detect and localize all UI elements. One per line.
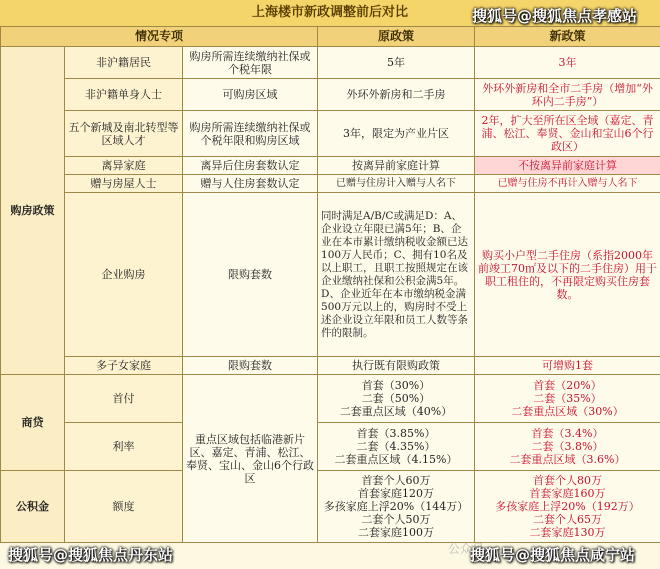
- row-new: 购买小户型二手住房（系指2000年前竣工70㎡及以下的二手住房）用于职工租住的，不再限定购买住房套数。: [475, 193, 660, 357]
- table-row: [1, 193, 660, 357]
- list-item: 多孩家庭上浮20%（144万）: [323, 500, 469, 513]
- page-title: 上海楼市新政调整前后对比: [0, 0, 660, 26]
- section-commercial-loan: 商贷: [1, 375, 65, 471]
- list-item: 二套（35%）: [533, 392, 602, 405]
- table-row: [1, 111, 660, 157]
- watermark-faint: 公众号: [448, 542, 485, 556]
- row-old: [318, 471, 475, 543]
- row-item: 离异家庭: [65, 157, 183, 175]
- row-item: 非沪籍单身人士: [65, 79, 183, 111]
- row-new: 可增购1套: [475, 357, 660, 375]
- row-new: [475, 375, 660, 423]
- key-areas-note: 重点区域包括临港新片区、嘉定、青浦、松江、奉贤、宝山、金山6个行政区: [183, 375, 318, 543]
- policy-comparison-table: [0, 26, 660, 543]
- row-item: 非沪籍居民: [65, 47, 183, 79]
- list-item: 二套个人50万: [361, 513, 431, 526]
- header-row: [1, 27, 660, 47]
- row-condition: 限购套数: [183, 357, 318, 375]
- row-new: 不按离异前家庭计算: [475, 157, 660, 175]
- row-item: 多子女家庭: [65, 357, 183, 375]
- table-row: [1, 471, 660, 543]
- row-item: 赠与房屋人士: [65, 175, 183, 193]
- list-item: 二套重点区域（40%）: [339, 405, 453, 418]
- row-new: [475, 471, 660, 543]
- list-item: 首套（20%）: [533, 379, 602, 392]
- list-item: 首套（3.85%）: [356, 427, 436, 440]
- table-row: [1, 375, 660, 423]
- row-condition: 赠与人住房套数认定: [183, 175, 318, 193]
- list-item: 首套（30%）: [361, 379, 431, 392]
- watermark-bottom-right: 搜狐号@搜狐焦点咸宁站: [470, 546, 636, 564]
- row-new: 2年，扩大至所在区全域（嘉定、青浦、松江、奉贤、金山和宝山6个行政区）: [475, 111, 660, 157]
- row-old: 外环外新房和二手房: [318, 79, 475, 111]
- header-situation: 情况专项: [1, 27, 318, 47]
- watermark-top: 搜狐号@搜狐焦点孝感站: [472, 7, 638, 25]
- row-old: [318, 423, 475, 471]
- list-item: 首套个人80万: [533, 474, 603, 487]
- section-purchase: 购房政策: [1, 47, 65, 375]
- list-item: 二套（3.8%）: [531, 440, 604, 453]
- row-old: 同时满足A/B/C或满足D：A、企业设立年限已满5年；B、企业在本市累计缴纳税收金额已达100万人民币；C、拥有10名及以上职工，且职工按照规定在该企业缴纳社保和公积金满5年。D、企业近年在本市缴纳税金满500万元以上的，购房时不受上述企业设立年限和员工人数等条件的限制。: [318, 193, 475, 357]
- list-item: 二套重点区域（4.15%）: [334, 453, 458, 466]
- list-item: 首套（3.4%）: [531, 427, 604, 440]
- row-new: 3年: [475, 47, 660, 79]
- row-item: 企业购房: [65, 193, 183, 357]
- row-old: 3年，限定为产业片区: [318, 111, 475, 157]
- list-item: 二套（4.35%）: [356, 440, 436, 453]
- list-item: 首套家庭160万: [529, 487, 606, 500]
- section-provident-fund: 公积金: [1, 471, 65, 543]
- row-new: 已赠与住房不再计入赠与人名下: [475, 175, 660, 193]
- row-old: 已赠与住房计入赠与人名下: [318, 175, 475, 193]
- row-item: 五个新城及南北转型等区域人才: [65, 111, 183, 157]
- list-item: 二套重点区域（3.6%）: [509, 453, 626, 466]
- row-new: [475, 423, 660, 471]
- row-new: 外环外新房和全市二手房（增加“外环内二手房”）: [475, 79, 660, 111]
- header-old-policy: 原政策: [318, 27, 475, 47]
- watermark-bottom-left: 搜狐号@搜狐焦点丹东站: [8, 546, 174, 564]
- list-item: 多孩家庭上浮20%（192万）: [495, 500, 640, 513]
- list-item: 二套重点区域（30%）: [511, 405, 624, 418]
- table-row: [1, 79, 660, 111]
- row-old: 5年: [318, 47, 475, 79]
- row-old: 按离异前家庭计算: [318, 157, 475, 175]
- table-row: [1, 157, 660, 175]
- table-row: [1, 175, 660, 193]
- row-condition: 限购套数: [183, 193, 318, 357]
- row-item: 额度: [65, 471, 183, 543]
- row-condition: 离异后住房套数认定: [183, 157, 318, 175]
- list-item: 二套家庭100万: [358, 526, 435, 539]
- header-new-policy: 新政策: [475, 27, 660, 47]
- row-old: 执行既有限购政策: [318, 357, 475, 375]
- row-condition: 购房所需连续缴纳社保或个税年限和购房区域: [183, 111, 318, 157]
- row-item: 首付: [65, 375, 183, 423]
- row-item: 利率: [65, 423, 183, 471]
- table-row: [1, 47, 660, 79]
- list-item: 首套个人60万: [361, 474, 431, 487]
- row-old: [318, 375, 475, 423]
- list-item: 二套家庭130万: [529, 526, 606, 539]
- table-row: [1, 357, 660, 375]
- list-item: 二套（50%）: [361, 392, 431, 405]
- list-item: 二套个人65万: [533, 513, 603, 526]
- row-condition: 购房所需连续缴纳社保或个税年限: [183, 47, 318, 79]
- list-item: 首套家庭120万: [358, 487, 435, 500]
- row-condition: 可购房区域: [183, 79, 318, 111]
- table-row: [1, 423, 660, 471]
